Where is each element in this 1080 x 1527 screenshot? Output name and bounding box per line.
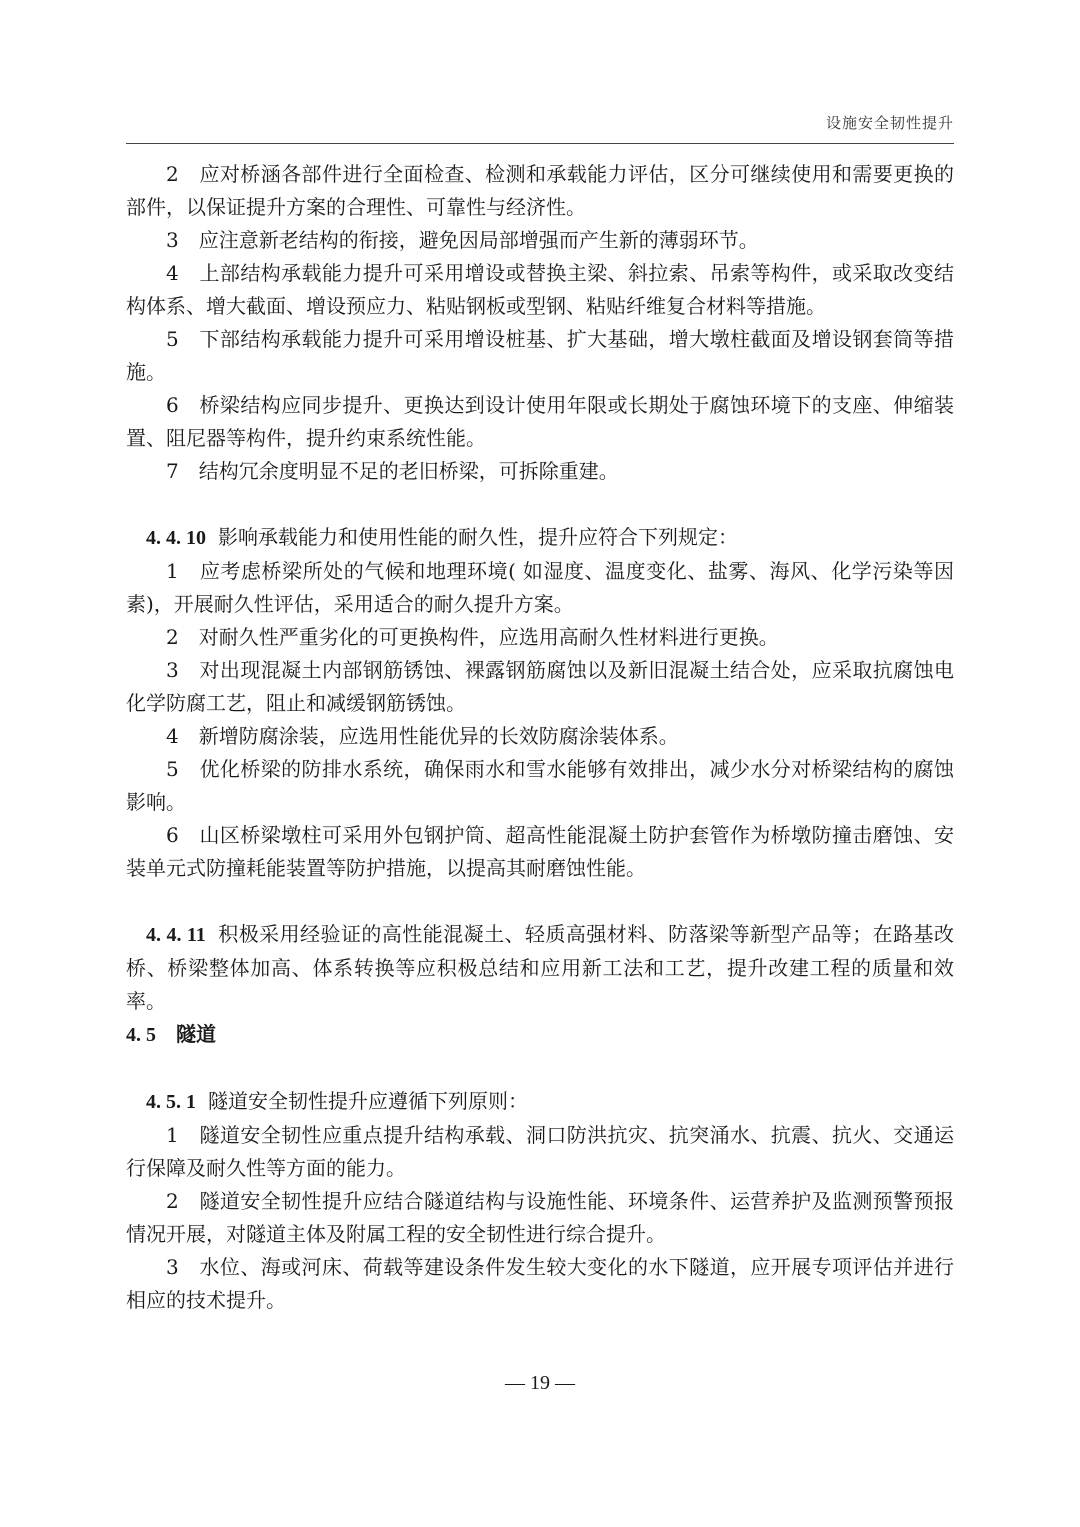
list-item: 2 对耐久性严重劣化的可更换构件，应选用高耐久性材料进行更换。: [166, 625, 779, 649]
clause-number: 4. 4. 11: [146, 924, 206, 946]
clause-4-5-1: [126, 1085, 954, 1119]
clause-number: 4. 5. 1: [146, 1091, 196, 1113]
header-divider: [126, 143, 954, 144]
clause-text: 影响承载能力和使用性能的耐久性，提升应符合下列规定：: [218, 525, 738, 549]
list-item: 3 对出现混凝土内部钢筋锈蚀、裸露钢筋腐蚀以及新旧混凝土结合处，应采取抗腐蚀电化学防腐工艺，阻止和减缓钢筋锈蚀。: [126, 658, 954, 715]
list-item: 1 隧道安全韧性应重点提升结构承载、洞口防洪抗灾、抗突涌水、抗震、抗火、交通运行保障及耐久性等方面的能力。: [126, 1123, 954, 1180]
list-item: 2 应对桥涵各部件进行全面检查、检测和承载能力评估，区分可继续使用和需要更换的部件，以保证提升方案的合理性、可靠性与经济性。: [126, 162, 954, 219]
section-number: 4. 5: [126, 1024, 156, 1046]
page-number: — 19 —: [505, 1372, 575, 1394]
running-header: 设施安全韧性提升: [825, 114, 954, 132]
clause-4-4-10: [126, 521, 954, 555]
clause-text: 积极采用经验证的高性能混凝土、轻质高强材料、防落梁等新型产品等；在路基改桥、桥梁整体加高、体系转换等应积极总结和应用新工法和工艺，提升改建工程的质量和效率。: [126, 922, 954, 1013]
list-item: 7 结构冗余度明显不足的老旧桥梁，可拆除重建。: [166, 459, 619, 483]
section-title: 隧道: [176, 1022, 216, 1046]
clause-text: 隧道安全韧性提升应遵循下列原则：: [208, 1089, 528, 1113]
list-item: 3 应注意新老结构的衔接，避免因局部增强而产生新的薄弱环节。: [166, 228, 759, 252]
page-body: [126, 158, 954, 1317]
clause-number: 4. 4. 10: [146, 527, 206, 549]
list-item: 6 桥梁结构应同步提升、更换达到设计使用年限或长期处于腐蚀环境下的支座、伸缩装置、阻尼器等构件，提升约束系统性能。: [126, 393, 954, 450]
list-item: 6 山区桥梁墩柱可采用外包钢护筒、超高性能混凝土防护套管作为桥墩防撞击磨蚀、安装单元式防撞耗能装置等防护措施，以提高其耐磨蚀性能。: [126, 823, 954, 880]
list-item: 4 新增防腐涂装，应选用性能优异的长效防腐涂装体系。: [166, 724, 679, 748]
list-item: 1 应考虑桥梁所处的气候和地理环境( 如湿度、温度变化、盐雾、海风、化学污染等因素)，开展耐久性评估，采用适合的耐久提升方案。: [126, 559, 954, 616]
list-item: 5 下部结构承载能力提升可采用增设桩基、扩大基础，增大墩柱截面及增设钢套筒等措施。: [126, 327, 954, 384]
section-heading: [126, 1018, 954, 1052]
list-item: 4 上部结构承载能力提升可采用增设或替换主梁、斜拉索、吊索等构件，或采取改变结构体系、增大截面、增设预应力、粘贴钢板或型钢、粘贴纤维复合材料等措施。: [126, 261, 954, 318]
list-item: 5 优化桥梁的防排水系统，确保雨水和雪水能够有效排出，减少水分对桥梁结构的腐蚀影响。: [126, 757, 954, 814]
list-item: 3 水位、海或河床、荷载等建设条件发生较大变化的水下隧道，应开展专项评估并进行相应的技术提升。: [126, 1255, 954, 1312]
clause-4-4-11: [126, 918, 954, 1018]
list-item: 2 隧道安全韧性提升应结合隧道结构与设施性能、环境条件、运营养护及监测预警预报情况开展，对隧道主体及附属工程的安全韧性进行综合提升。: [126, 1189, 954, 1246]
